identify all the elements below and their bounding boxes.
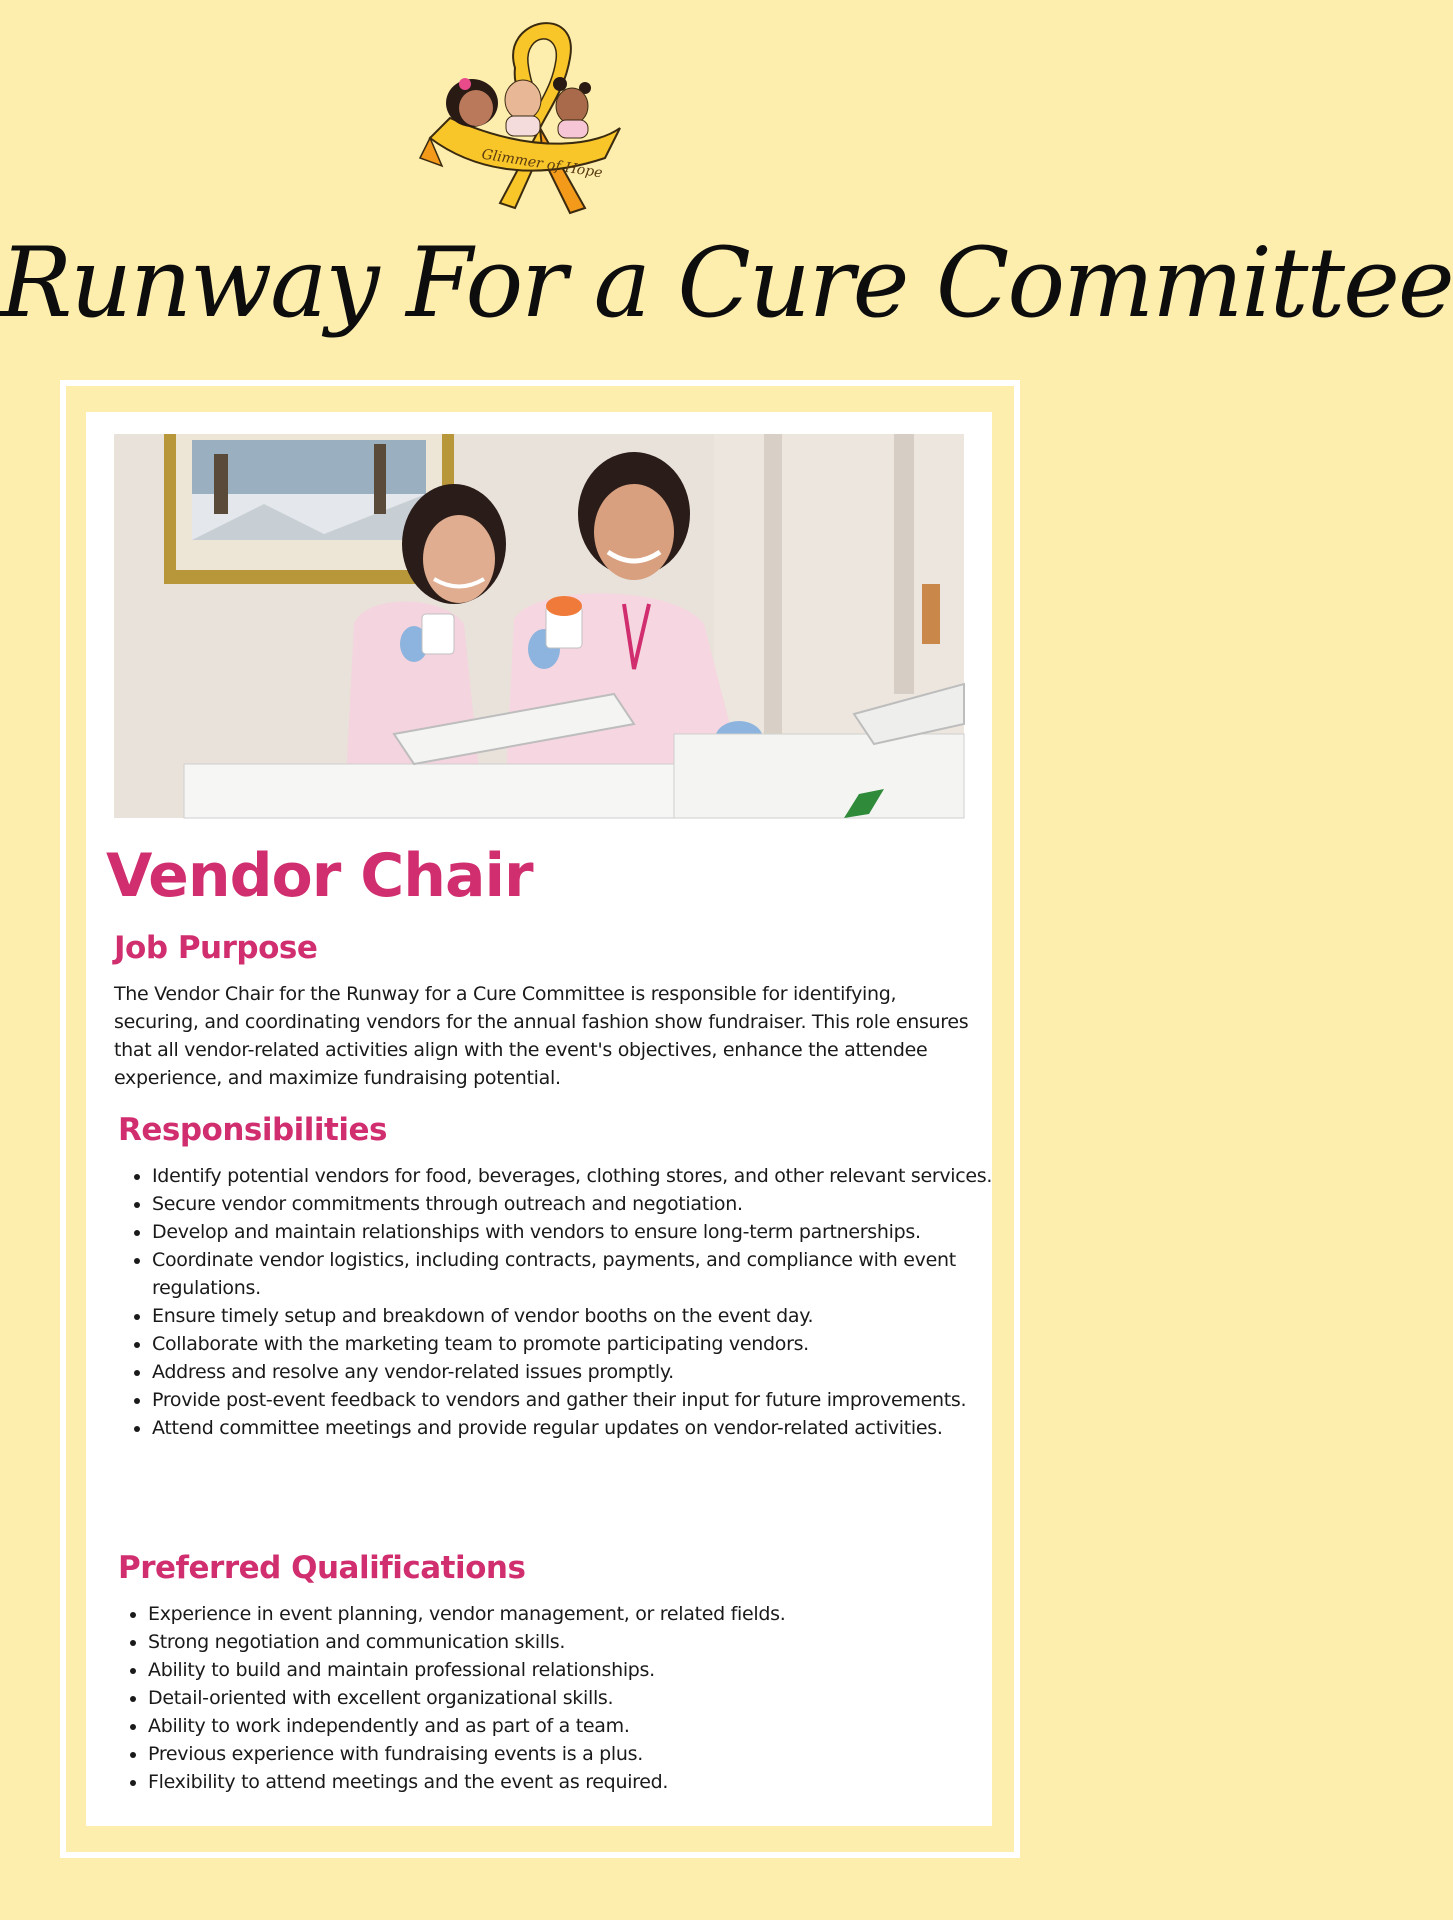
list-item: • Collaborate with the marketing team to promote participating vendors. bbox=[152, 1330, 1008, 1358]
list-item: • Attend committee meetings and provide regular updates on vendor-related activities. bbox=[152, 1414, 1008, 1442]
qualifications-heading: Preferred Qualifications bbox=[118, 1550, 526, 1586]
responsibilities-list bbox=[114, 1162, 1008, 1442]
responsibilities-heading: Responsibilities bbox=[118, 1112, 387, 1148]
job-purpose-heading: Job Purpose bbox=[114, 930, 318, 966]
page-title: Runway For a Cure Committee bbox=[0, 227, 1453, 339]
list-item: • Provide post-event feedback to vendors and gather their input for future improvements. bbox=[152, 1386, 1008, 1414]
list-item: • Ensure timely setup and breakdown of vendor booths on the event day. bbox=[152, 1302, 1008, 1330]
qualifications-list bbox=[110, 1600, 1004, 1796]
vendors-photo bbox=[114, 434, 964, 818]
list-item: • Ability to build and maintain professional relationships. bbox=[148, 1656, 1004, 1684]
list-item: • Address and resolve any vendor-related issues promptly. bbox=[152, 1358, 1008, 1386]
role-card bbox=[86, 412, 992, 1826]
list-item: • Detail-oriented with excellent organizational skills. bbox=[148, 1684, 1004, 1712]
role-title: Vendor Chair bbox=[106, 841, 533, 911]
list-item: • Previous experience with fundraising events is a plus. bbox=[148, 1740, 1004, 1768]
list-item: • Flexibility to attend meetings and the event as required. bbox=[148, 1768, 1004, 1796]
logo-caption: Glimmer of Hope bbox=[480, 146, 604, 182]
list-item: • Experience in event planning, vendor management, or related fields. bbox=[148, 1600, 1004, 1628]
list-item: • Coordinate vendor logistics, including contracts, payments, and compliance with event regulations. bbox=[152, 1246, 1008, 1302]
list-item: • Strong negotiation and communication skills. bbox=[148, 1628, 1004, 1656]
list-item: • Develop and maintain relationships with vendors to ensure long-term partnerships. bbox=[152, 1218, 1008, 1246]
list-item: • Identify potential vendors for food, beverages, clothing stores, and other relevant services. bbox=[152, 1162, 1008, 1190]
job-purpose-text: The Vendor Chair for the Runway for a Cure Committee is responsible for identifying, securing, and coordinating vendors for the annual fashion show fundraiser. This role ensures that all vendor-related activities align with the event's objectives, enhance the attendee experience, and maximize fundraising potential. bbox=[114, 983, 969, 1089]
list-item: • Secure vendor commitments through outreach and negotiation. bbox=[152, 1190, 1008, 1218]
list-item: • Ability to work independently and as part of a team. bbox=[148, 1712, 1004, 1740]
glimmer-of-hope-logo bbox=[420, 8, 660, 228]
